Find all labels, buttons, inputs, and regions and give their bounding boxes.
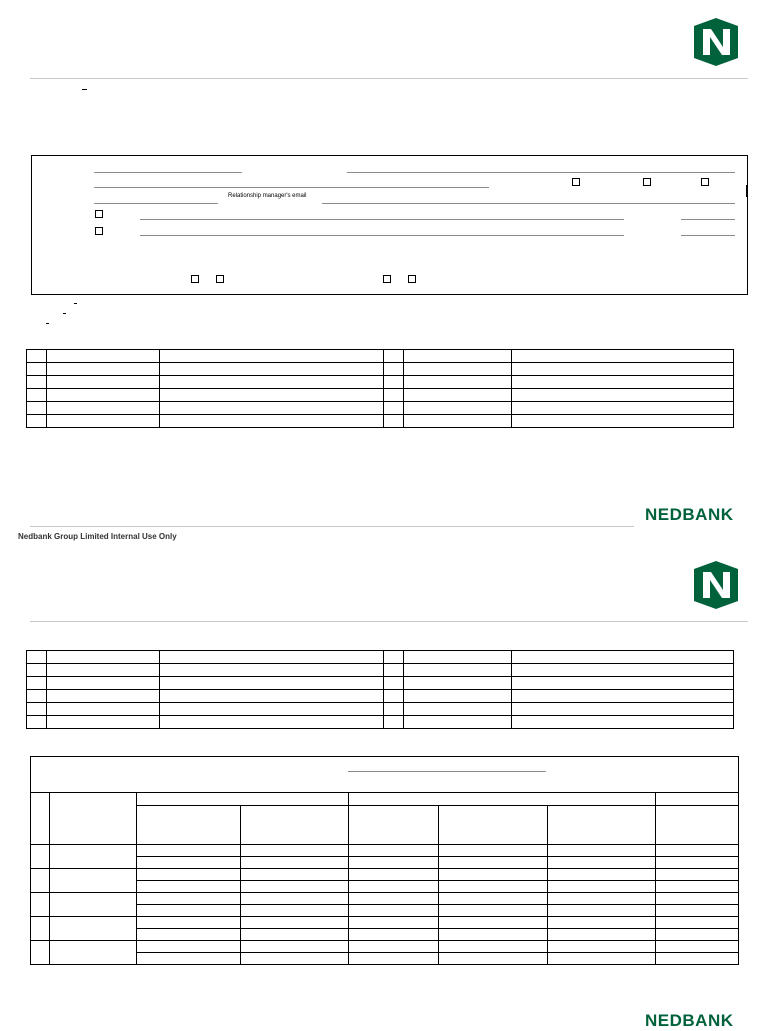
nedbank-n-logo-icon xyxy=(690,559,742,611)
option-checkbox[interactable] xyxy=(95,210,103,218)
table-row xyxy=(27,690,734,703)
rm-email-field[interactable] xyxy=(322,203,735,204)
matrix-grid-line xyxy=(136,856,739,857)
option-checkbox[interactable] xyxy=(383,275,391,283)
stray-mark xyxy=(63,313,66,314)
nedbank-n-logo-icon xyxy=(690,16,742,68)
option-checkbox[interactable] xyxy=(191,275,199,283)
footer-divider xyxy=(30,526,634,527)
details-table xyxy=(26,349,734,428)
stray-mark xyxy=(46,323,49,324)
table-row xyxy=(27,376,734,389)
edge-mark xyxy=(746,185,747,197)
table-row xyxy=(27,716,734,729)
matrix-grid-line xyxy=(136,928,739,929)
nedbank-wordmark: NEDBANK xyxy=(645,505,734,524)
matrix-grid-line xyxy=(547,805,548,965)
matrix-title-line xyxy=(348,771,546,772)
application-form-box xyxy=(31,155,748,295)
table-row xyxy=(27,389,734,402)
table-row xyxy=(27,677,734,690)
matrix-grid-line xyxy=(136,880,739,881)
table-row xyxy=(27,363,734,376)
matrix-grid-line xyxy=(438,805,439,965)
form-field-line[interactable] xyxy=(94,187,489,188)
form-field-line[interactable] xyxy=(347,172,735,173)
matrix-grid-line xyxy=(30,892,739,893)
table-row xyxy=(27,350,734,363)
matrix-grid-line xyxy=(136,904,739,905)
option-checkbox[interactable] xyxy=(95,227,103,235)
classification-note: Nedbank Group Limited Internal Use Only xyxy=(18,532,177,541)
matrix-grid-line xyxy=(30,940,739,941)
stray-mark xyxy=(74,303,77,304)
form-field-line[interactable] xyxy=(94,203,218,204)
header-divider xyxy=(30,78,748,79)
stray-mark xyxy=(82,89,87,90)
nedbank-wordmark: NEDBANK xyxy=(645,1011,734,1030)
table-row xyxy=(27,402,734,415)
option-checkbox[interactable] xyxy=(408,275,416,283)
form-field-line[interactable] xyxy=(681,219,735,220)
table-row xyxy=(27,651,734,664)
option-checkbox[interactable] xyxy=(701,178,709,186)
matrix-grid-line xyxy=(136,952,739,953)
form-field-line[interactable] xyxy=(681,235,735,236)
table-row xyxy=(27,415,734,428)
option-checkbox[interactable] xyxy=(643,178,651,186)
matrix-grid-line xyxy=(30,916,739,917)
matrix-grid-line xyxy=(30,868,739,869)
option-checkbox[interactable] xyxy=(572,178,580,186)
form-field-line[interactable] xyxy=(140,235,624,236)
matrix-grid-line xyxy=(240,805,241,965)
table-row xyxy=(27,703,734,716)
form-field-line[interactable] xyxy=(94,172,242,173)
form-field-line[interactable] xyxy=(140,219,624,220)
option-checkbox[interactable] xyxy=(216,275,224,283)
table-row xyxy=(27,664,734,677)
rm-email-label: Relationship manager's email xyxy=(228,193,307,199)
header-divider xyxy=(30,621,748,622)
details-table-continued xyxy=(26,650,734,729)
